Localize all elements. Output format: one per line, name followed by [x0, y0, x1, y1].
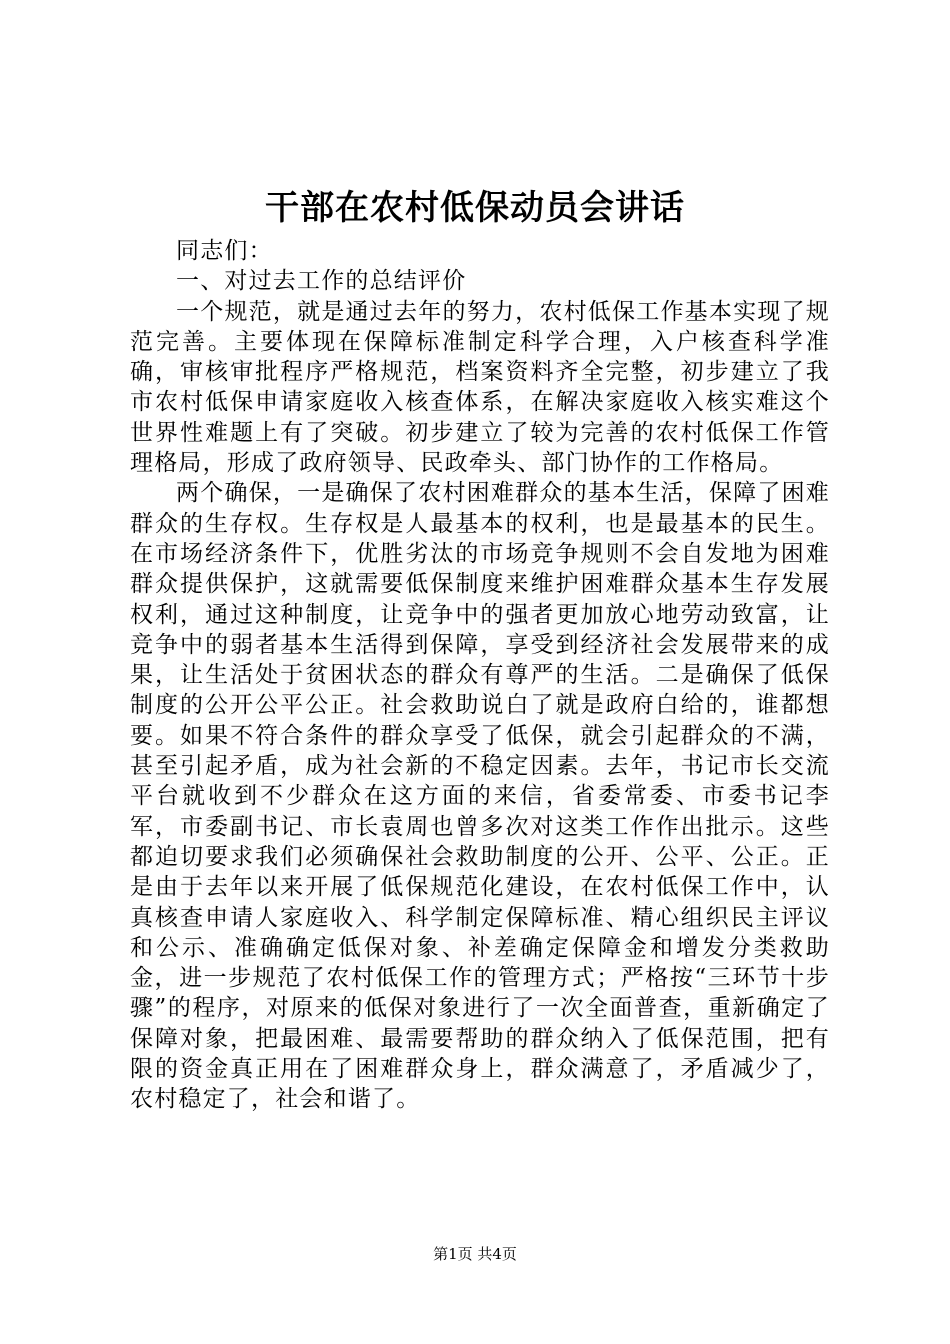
document-body	[130, 236, 830, 1115]
page-footer	[0, 1244, 950, 1264]
section-heading: 一、对过去工作的总结评价	[176, 268, 467, 295]
document-title: 干部在农村低保动员会讲话	[265, 188, 685, 228]
paragraph: 两个确保，一是确保了农村困难群众的基本生活，保障了困难群众的生存权。生存权是人最基本的权利，也是最基本的民生。在市场经济条件下，优胜劣汰的市场竞争规则不会自发地为困难群众提供保护，这就需要低保制度来维护困难群众基本生存发展权利，通过这种制度，让竞争中的强者更加放心地劳动致富，让竞争中的弱者基本生活得到保障，享受到经济社会发展带来的成果，让生活处于贫困状态的群众有尊严的生活。二是确保了低保制度的公开公平公正。社会救助说白了就是政府白给的，谁都想要。如果不符合条件的群众享受了低保，就会引起群众的不满，甚至引起矛盾，成为社会新的不稳定因素。去年，书记市长交流平台就收到不少群众在这方面的来信，省委常委、市委书记李军，市委副书记、市长袁周也曾多次对这类工作作出批示。这些都迫切要求我们必须确保社会救助制度的公开、公平、公正。正是由于去年以来开展了低保规范化建设，在农村低保工作中，认真核查申请人家庭收入、科学制定保障标准、精心组织民主评议和公示、准确确定低保对象、补差确定保障金和增发分类救助金，进一步规范了农村低保工作的管理方式；严格按“三环节十步骤”的程序，对原来的低保对象进行了一次全面普查，重新确定了保障对象，把最困难、最需要帮助的群众纳入了低保范围，把有限的资金真正用在了困难群众身上，群众满意了，矛盾减少了，农村稳定了，社会和谐了。	[130, 480, 830, 1113]
page-number: 第1页 共4页	[433, 1245, 517, 1263]
paragraph: 一个规范，就是通过去年的努力，农村低保工作基本实现了规范完善。主要体现在保障标准制定科学合理，入户核查科学准确，审核审批程序严格规范，档案资料齐全完整，初步建立了我市农村低保申请家庭收入核查体系，在解决家庭收入核实难这个世界性难题上有了突破。初步建立了较为完善的农村低保工作管理格局，形成了政府领导、民政牵头、部门协作的工作格局。	[130, 298, 830, 477]
salutation: 同志们：	[176, 238, 273, 264]
